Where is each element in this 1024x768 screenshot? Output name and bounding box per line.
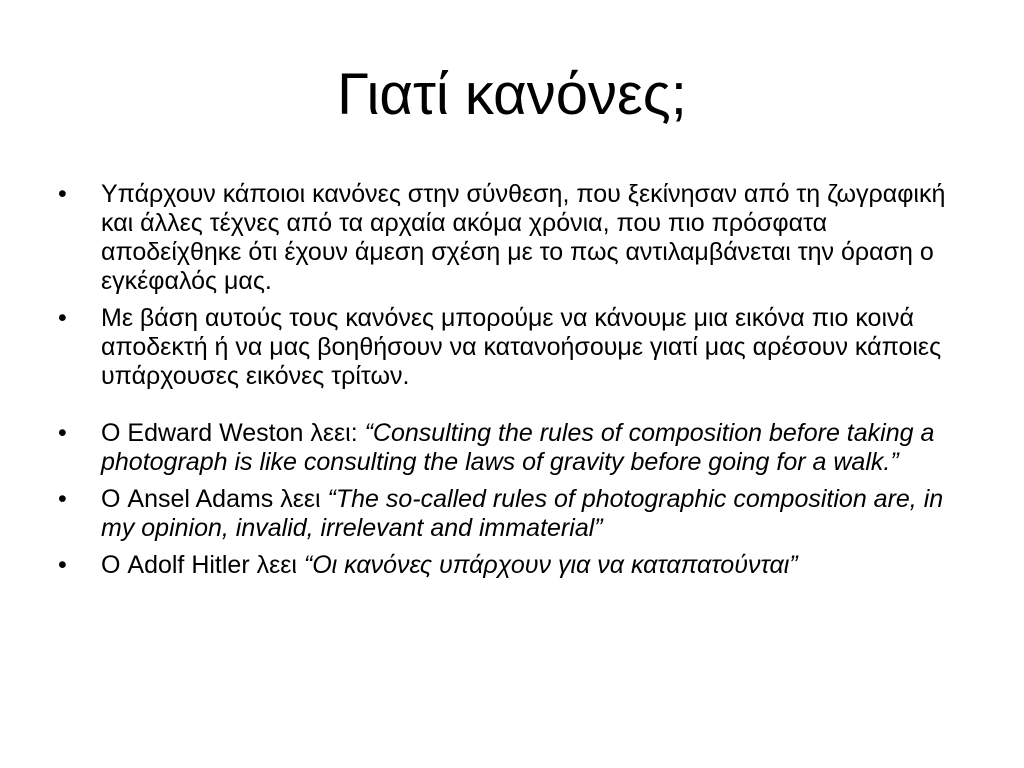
- slide-title: Γιατί κανόνες;: [337, 62, 687, 127]
- bullet-quote: “Consulting the rules of composition before taking a photograph is like consulting the laws of gravity before going for a walk.”: [101, 419, 935, 476]
- bullet-quote: “Οι κανόνες υπάρχουν για να καταπατούνται”: [303, 551, 798, 579]
- bullet-item-accepted-image: [58, 304, 958, 391]
- bullet-item-adams-quote: [58, 485, 958, 543]
- bullet-icon: •: [58, 180, 67, 208]
- bullet-icon: •: [58, 551, 67, 579]
- bullet-lead: Ο Adolf Hitler λεει: [101, 551, 304, 579]
- bullet-lead: Ο Ansel Adams λεει: [101, 485, 328, 513]
- bullet-text: Υπάρχουν κάποιοι κανόνες στην σύνθεση, που ξεκίνησαν από τη ζωγραφική και άλλες τέχνες από τα αρχαία ακόμα χρόνια, που πιο πρόσφατα αποδείχθηκε ότι έχουν άμεση σχέση με το πως αντιλαμβάνεται την όραση ο εγκέφαλός μας.: [101, 180, 946, 295]
- bullet-icon: •: [58, 419, 67, 447]
- bullet-item-hitler-quote: [58, 551, 958, 580]
- bullet-lead: Ο Edward Weston λεει:: [101, 419, 365, 447]
- bullet-quote: “The so-called rules of photographic composition are, in my opinion, invalid, irrelevant and immaterial”: [101, 485, 944, 542]
- bullet-item-weston-quote: [58, 419, 958, 477]
- bullet-item-composition-rules: [58, 180, 958, 296]
- bullet-icon: •: [58, 304, 67, 332]
- bullet-list: [58, 180, 958, 588]
- bullet-text: Με βάση αυτούς τους κανόνες μπορούμε να κάνουμε μια εικόνα πιο κοινά αποδεκτή ή να μας βοηθήσουν να κατανοήσουμε γιατί μας αρέσουν κάποιες υπάρχουσες εικόνες τρίτων.: [101, 304, 942, 390]
- bullet-icon: •: [58, 485, 67, 513]
